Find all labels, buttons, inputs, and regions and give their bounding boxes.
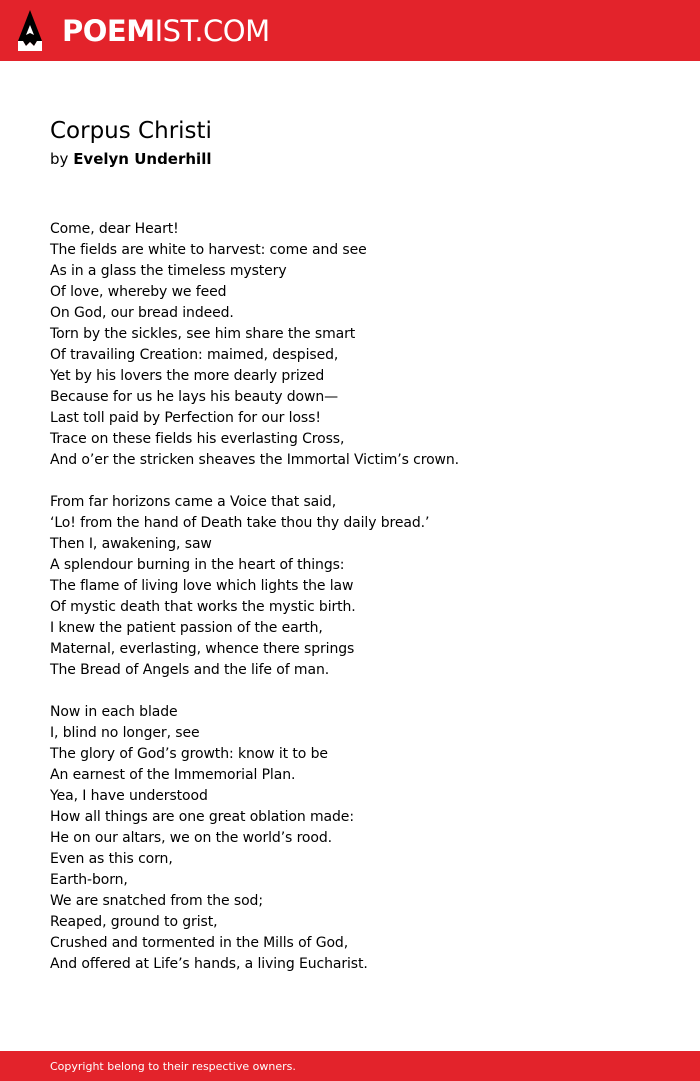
- poem-line: Yea, I have understood: [50, 788, 208, 804]
- logo-strong-text: POEM: [62, 14, 155, 48]
- poem-line: I, blind no longer, see: [50, 725, 200, 741]
- poem-line: Crushed and tormented in the Mills of God,: [50, 935, 349, 951]
- poem-line: The flame of living love which lights the law: [50, 578, 354, 594]
- copyright-text: Copyright belong to their respective owners.: [50, 1060, 296, 1073]
- poem-line: How all things are one great oblation made:: [50, 809, 354, 825]
- byline: [50, 149, 211, 169]
- poem-line: Because for us he lays his beauty down—: [50, 389, 339, 405]
- site-logo[interactable]: [62, 14, 270, 48]
- poem-stanza: [50, 219, 670, 471]
- poem-line: The fields are white to harvest: come and see: [50, 242, 367, 258]
- poem-line: And o’er the stricken sheaves the Immortal Victim’s crown.: [50, 452, 460, 468]
- poem-stanza: [50, 702, 670, 975]
- poem-line: A splendour burning in the heart of things:: [50, 557, 345, 573]
- poem-line: Yet by his lovers the more dearly prized: [50, 368, 325, 384]
- poem-line: The glory of God’s growth: know it to be: [50, 746, 328, 762]
- poem-line: Maternal, everlasting, whence there springs: [50, 641, 355, 657]
- poem-line: The Bread of Angels and the life of man.: [50, 662, 330, 678]
- poem-line: As in a glass the timeless mystery: [50, 263, 287, 279]
- poem-line: We are snatched from the sod;: [50, 893, 263, 909]
- poem-line: Of mystic death that works the mystic birth.: [50, 599, 356, 615]
- poem-line: Of love, whereby we feed: [50, 284, 227, 300]
- poem-title: Corpus Christi: [50, 118, 212, 144]
- poem-line: Earth-born,: [50, 872, 128, 888]
- poem-line: Last toll paid by Perfection for our loss!: [50, 410, 321, 426]
- poem-author: Evelyn Underhill: [73, 150, 212, 168]
- pencil-logo-icon: [18, 10, 42, 51]
- poem-line: Of travailing Creation: maimed, despised,: [50, 347, 339, 363]
- poem-stanza: [50, 492, 670, 681]
- site-footer: [0, 1051, 700, 1081]
- poem-line: On God, our bread indeed.: [50, 305, 234, 321]
- poem-line: Torn by the sickles, see him share the smart: [50, 326, 356, 342]
- poem-line: Come, dear Heart!: [50, 221, 179, 237]
- poem-line: He on our altars, we on the world’s rood.: [50, 830, 332, 846]
- site-header: [0, 0, 700, 61]
- poem-line: Then I, awakening, saw: [50, 536, 212, 552]
- logo-light-text: IST.COM: [154, 14, 270, 48]
- poem-line: And offered at Life’s hands, a living Eucharist.: [50, 956, 368, 972]
- poem-line: An earnest of the Immemorial Plan.: [50, 767, 296, 783]
- poem-line: Even as this corn,: [50, 851, 173, 867]
- poem-line: ‘Lo! from the hand of Death take thou thy daily bread.’: [50, 515, 430, 531]
- byline-prefix: by: [50, 150, 69, 168]
- poem-line: Trace on these fields his everlasting Cross,: [50, 431, 345, 447]
- poem-line: I knew the patient passion of the earth,: [50, 620, 323, 636]
- poem-line: Now in each blade: [50, 704, 178, 720]
- poem-body: [50, 219, 670, 996]
- poem-line: Reaped, ground to grist,: [50, 914, 218, 930]
- poem-line: From far horizons came a Voice that said,: [50, 494, 337, 510]
